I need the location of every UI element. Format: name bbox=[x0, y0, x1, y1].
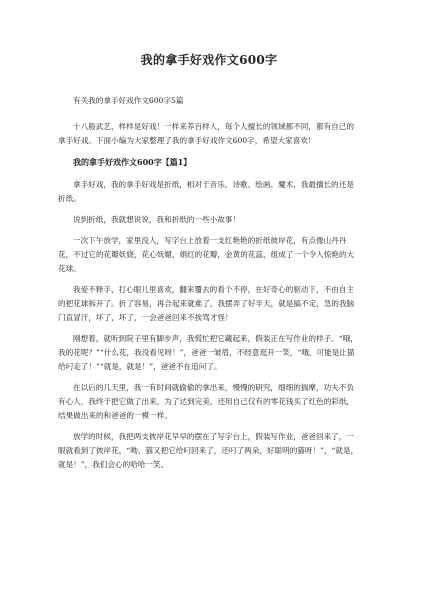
body-paragraph-6: 在以后的几天里，我一有时间就偷偷的拿出来，慢慢的研究，细细的揣摩，功夫不负有心人，我终于把它做了出来，为了达到完美，还用自己仅有的零花钱买了红色的彩纸，结果做出来的和爸爸的一模一样。 bbox=[58, 383, 355, 420]
body-paragraph-1: 拿手好戏，我的拿手好戏是折纸，相对于音乐、诗歌、绘画、魔术，我最擅长的还是折纸。 bbox=[58, 180, 354, 203]
document-subtitle: 有关我的拿手好戏作文600字5篇 bbox=[73, 96, 184, 105]
body-paragraph-4: 我爱不释手，打心眼儿里喜欢，翻来覆去的看个不停，在好奇心的驱动下，不由自主的把花球拆开了。折了容易，再合起来就难了，我摆弄了好半天，就是搞不定，急的我脑门直冒汗，坏了，坏了，一会爸爸回来不挨骂才怪！ bbox=[58, 285, 355, 322]
section-heading: 我的拿手好戏作文600字【篇1】 bbox=[73, 157, 192, 167]
document-title: 我的拿手好戏作文600字 bbox=[140, 53, 278, 67]
body-paragraph-5: 刚想着，就听到院子里有脚步声，我慌忙把它藏起来，假装正在写作业的样子。“哦，我的花呢？”“什么花，我没看见呀！”，爸爸一皱眉，不经意逛开一笑，“哦，可能是让猫给叼走了！”“就是，就是！”，爸爸不在追问了。 bbox=[58, 334, 358, 371]
body-paragraph-2: 说到折纸，我就想说说，我和折纸的一些小故事！ bbox=[73, 215, 241, 224]
intro-paragraph: 十八般武艺，样样是好戏！一样来养百样人，每个人擅长的领域都不同，都有自己的拿手好戏。下面小编为大家整理了我的拿手好戏作文600字，希望大家喜欢！ bbox=[58, 122, 354, 145]
body-paragraph-7: 放学的时候，我把两支彼岸花早早的摆在了写字台上，假装写作业，爸爸回来了，一眼就看到了彼岸花，“呦，猫又把它给叼回来了，还叼了两朵，好聪明的猫呀！”，“就是，就是！”，我们会心的哈哈一笑。 bbox=[58, 432, 359, 469]
body-paragraph-3: 一次下午放学，家里没人，写字台上放着一支红艳艳的折纸彼岸花，有点像山丹丹花，不过它的花瓣妖娆，花心妩媚，娟红的花瓣，金黄的花蕊，组成了一个令人惊艳的大花球。 bbox=[58, 236, 355, 273]
